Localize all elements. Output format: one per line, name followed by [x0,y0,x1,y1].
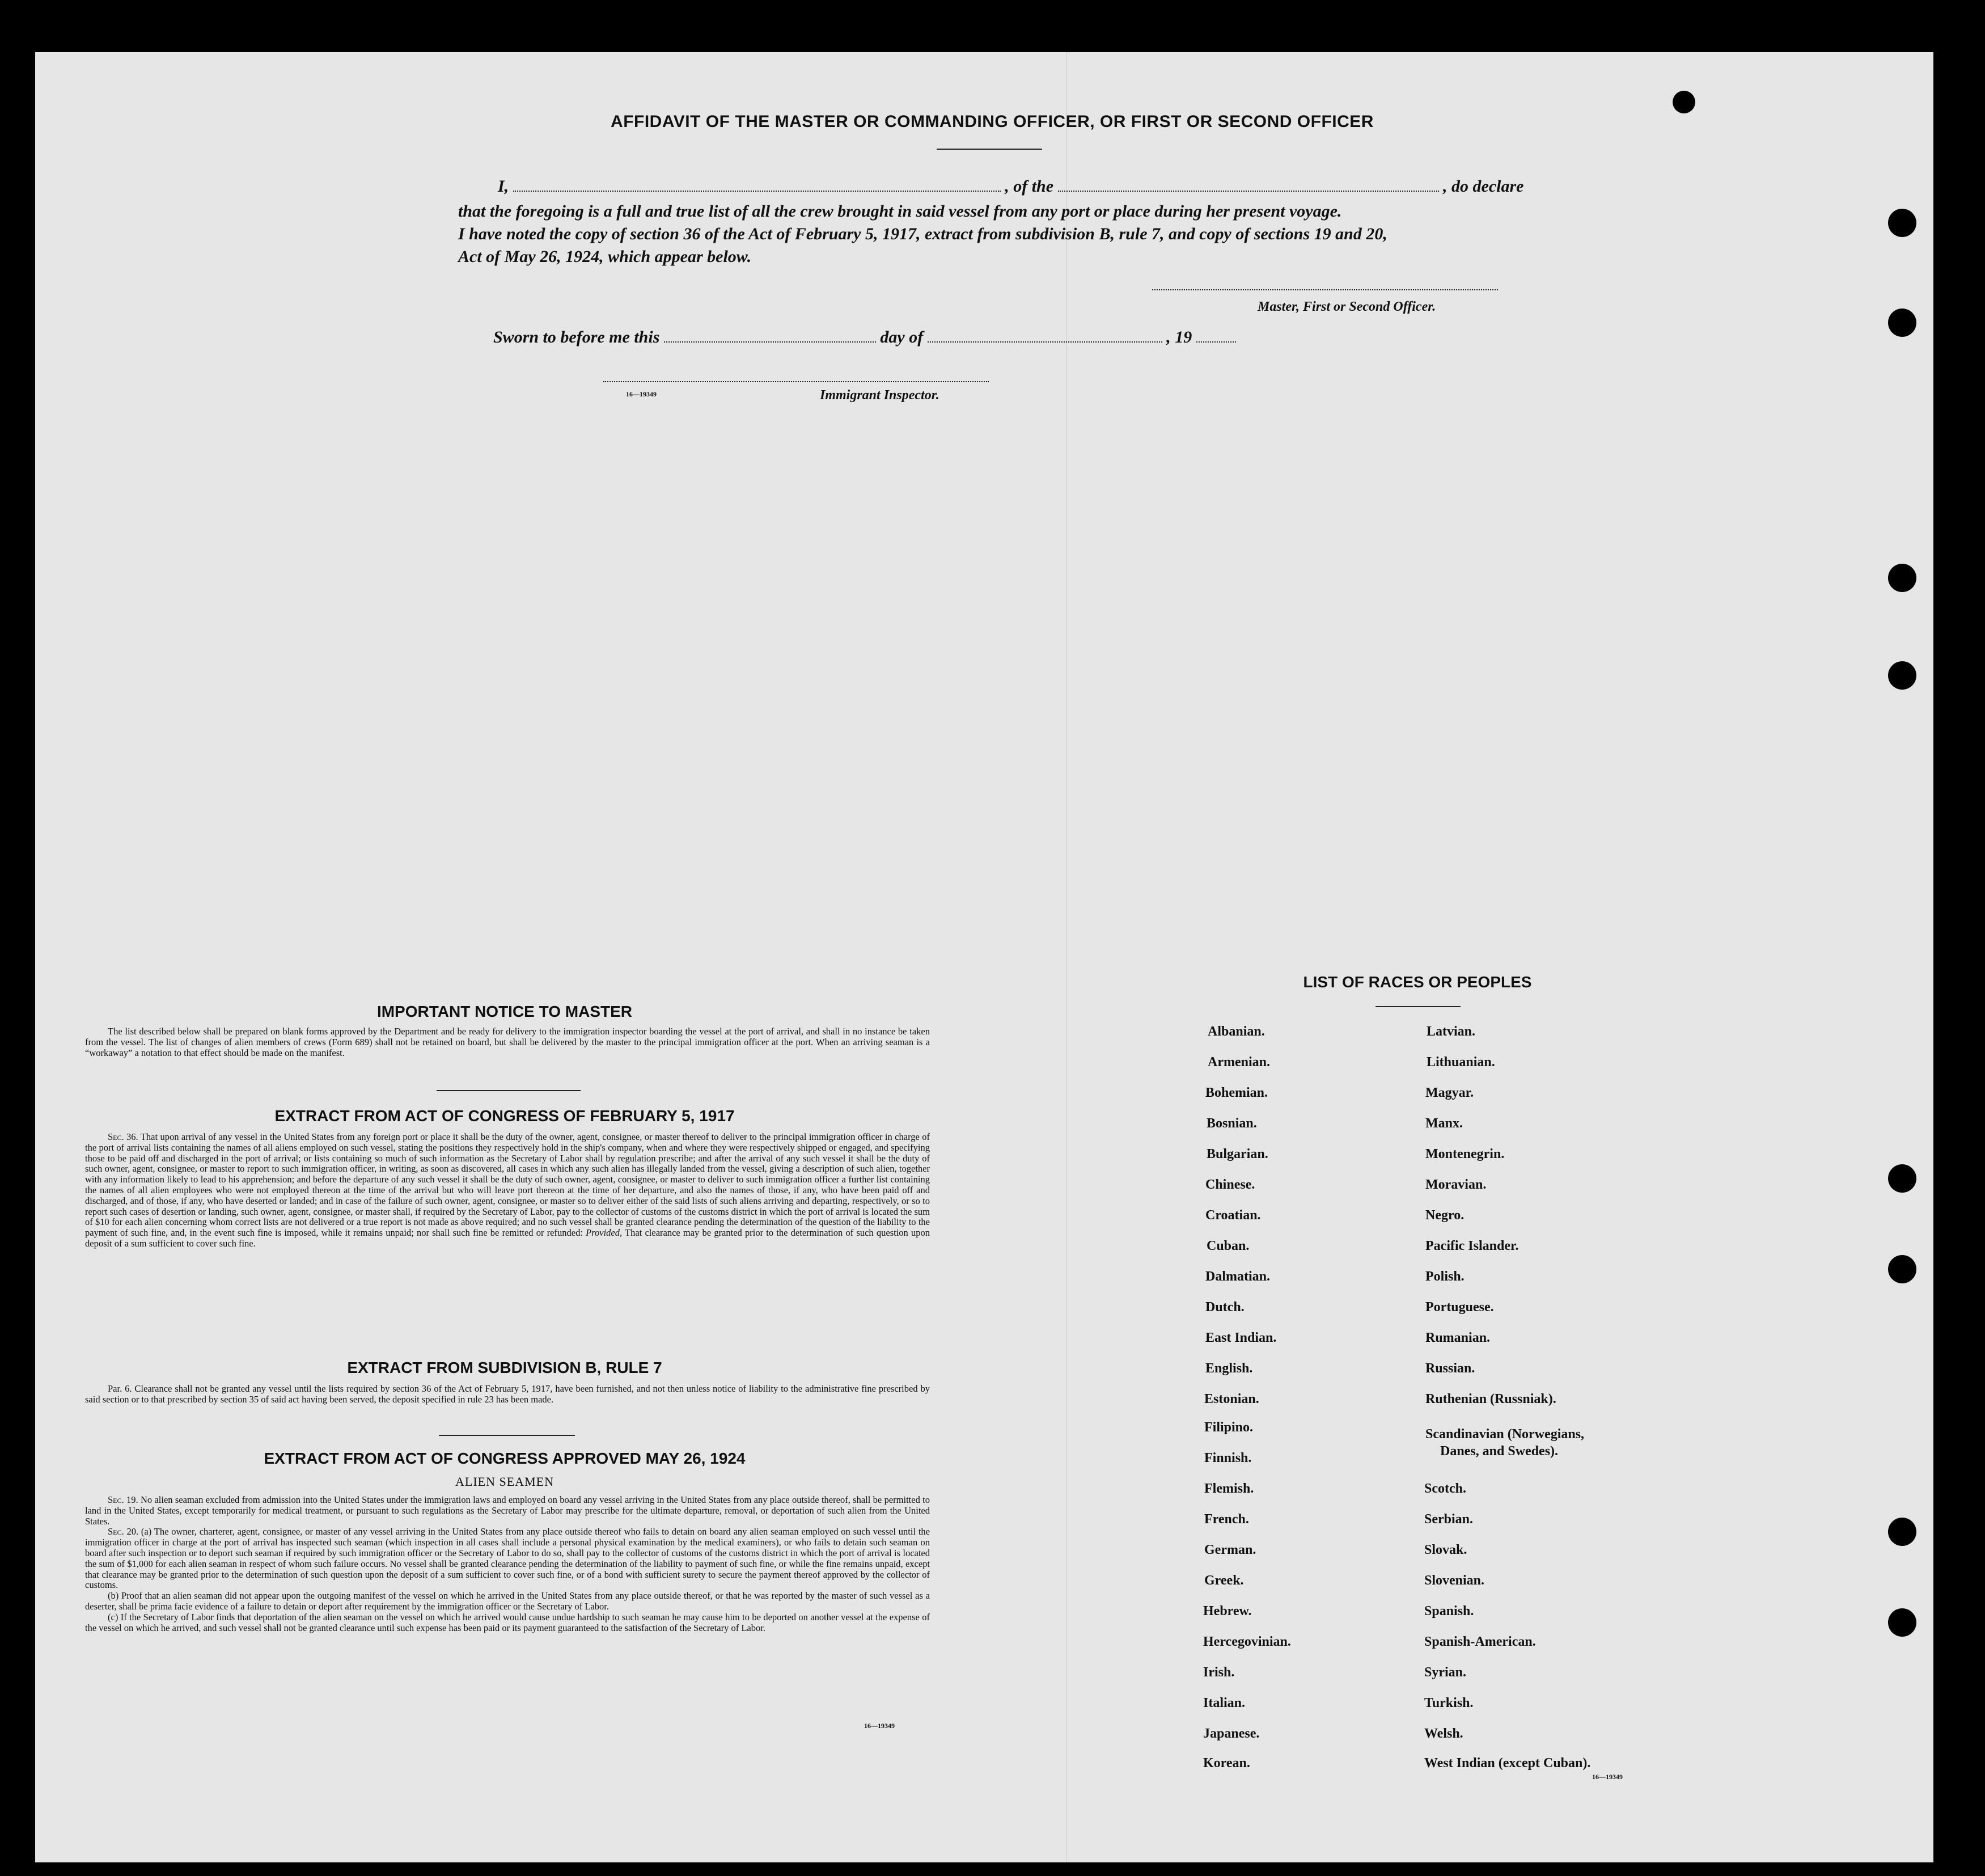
punch-hole [1888,661,1916,690]
race-right-item: Syrian. [1424,1665,1467,1680]
race-right-item: Montenegrin. [1425,1147,1505,1161]
sec20c-body: (c) If the Secretary of Labor finds that deportation of the alien seaman on the vessel on which he arrived would cause undue hardship to such seaman he may cause him to be deported on another vessel at the expense of the vessel on which he arrived, and such vessel shall not be granted clearance until such expense has been paid or its payment guaranteed to the satisfaction of the Secretary of Labor. [85,1611,930,1633]
race-right-item: Welsh. [1424,1726,1463,1741]
race-right-item: Polish. [1425,1269,1465,1284]
race-left-item: Italian. [1203,1696,1246,1710]
punch-hole [1888,1608,1916,1637]
race-left-item: East Indian. [1205,1330,1277,1345]
race-right-item: Spanish. [1424,1604,1474,1619]
punch-hole [1888,1164,1916,1193]
rule7-paragraph: Par. 6. Clearance shall not be granted any vessel until the lists required by section 36 of the Act of February 5, 1917, have been furnished, and not then unless notice of liability to the administrative fine prescribed by said section or to that prescribed by section 35 of said act having been served, the deposit specified in rule 23 has been made. [85,1383,930,1405]
race-right-item: Danes, and Swedes). [1440,1444,1559,1459]
race-left-item: Bulgarian. [1207,1147,1268,1161]
race-left-item: Bosnian. [1207,1116,1257,1131]
race-left-item: French. [1204,1512,1249,1527]
name-blank[interactable] [513,191,1001,192]
page-fold [1066,52,1067,1862]
race-left-item: Greek. [1204,1573,1244,1588]
race-left-item: Armenian. [1208,1055,1270,1070]
race-left-item: Albanian. [1208,1024,1265,1039]
rule7-title: EXTRACT FROM SUBDIVISION B, RULE 7 [347,1359,662,1376]
race-right-item: Pacific Islander. [1425,1239,1519,1253]
notice-form-number: 16—19349 [864,1722,895,1730]
race-left-item: Croatian. [1205,1208,1261,1223]
affidavit-line-3: I have noted the copy of section 36 of the Act of February 5, 1917, extract from subdivision B, rule 7, and copy of sections 19 and 20, [458,225,1387,243]
act1917-text [85,1132,930,1249]
affidavit-line-4: Act of May 26, 1924, which appear below. [458,247,752,266]
race-left-item: Cuban. [1207,1239,1250,1253]
races-title-rule [1375,1006,1461,1007]
race-right-item: Ruthenian (Russniak). [1425,1392,1556,1406]
punch-hole [1888,564,1916,592]
act1917-body-end: That clearance may be granted prior to the determination of such question upon deposit of a sum sufficient to cover such fine. [85,1227,930,1249]
race-right-item: Negro. [1425,1208,1465,1223]
affidavit-title: AFFIDAVIT OF THE MASTER OR COMMANDING OFFICER, OR FIRST OR SECOND OFFICER [611,112,1374,131]
race-right-item: Scandinavian (Norwegians, [1425,1427,1585,1442]
affidavit-form-number: 16—19349 [626,390,657,398]
race-left-item: Dalmatian. [1205,1269,1270,1284]
punch-hole [1888,309,1916,337]
race-right-item: Rumanian. [1425,1330,1491,1345]
race-left-item: Dutch. [1205,1300,1245,1315]
rule7-divider [439,1435,575,1436]
race-right-item: Magyar. [1425,1085,1474,1100]
punch-hole [1888,209,1916,237]
notice-text [85,1026,930,1058]
race-right-item: Portuguese. [1425,1300,1494,1315]
act1917-provided: Provided, [586,1227,623,1239]
punch-hole [1888,1255,1916,1283]
race-left-item: Filipino. [1204,1420,1254,1435]
act1924-title: EXTRACT FROM ACT OF CONGRESS APPROVED MAY 26, 1924 [264,1450,746,1467]
race-right-item: Latvian. [1427,1024,1476,1039]
notice-divider [437,1090,581,1091]
affidavit-i: I, [498,177,509,196]
race-left-item: Korean. [1203,1756,1250,1771]
notice-title: IMPORTANT NOTICE TO MASTER [376,1003,633,1020]
act1924-subtitle: ALIEN SEAMEN [455,1474,554,1489]
race-left-item: Irish. [1203,1665,1235,1680]
act1917-sec-label: Sec. 36. [108,1131,138,1142]
race-right-item: Slovak. [1424,1543,1467,1557]
race-left-item: English. [1205,1361,1253,1376]
affidavit-do-declare: , do declare [1443,177,1524,196]
master-signature-blank[interactable] [1152,289,1498,290]
affidavit-title-rule [937,149,1042,150]
race-left-item: Bohemian. [1205,1085,1268,1100]
sec20b-body: (b) Proof that an alien seaman did not appear upon the outgoing manifest of the vessel on which he arrived in the United States from any place outside thereof, or that he was reported by the master of such vessel as a deserter, shall be prima facie evidence of a failure to detain or deport after requirement by the immigration officer or the Secretary of Labor. [85,1590,930,1612]
race-left-item: Hebrew. [1203,1604,1252,1619]
race-left-item: Hercegovinian. [1203,1634,1291,1649]
race-left-item: Chinese. [1205,1177,1255,1192]
sworn-text: Sworn to before me this [493,328,660,347]
act1917-title: EXTRACT FROM ACT OF CONGRESS OF FEBRUARY 5, 1917 [274,1107,735,1125]
race-left-item: Estonian. [1204,1392,1259,1406]
year-prefix: , 19 [1166,328,1192,347]
act1924-text [85,1495,930,1633]
race-left-item: German. [1204,1543,1256,1557]
race-left-item: Finnish. [1204,1451,1252,1465]
punch-hole [1673,91,1695,113]
master-signature-caption: Master, First or Second Officer. [1258,299,1436,314]
race-right-item: Turkish. [1424,1696,1474,1710]
race-right-item: West Indian (except Cuban). [1424,1756,1591,1771]
sworn-year-blank[interactable] [1196,341,1236,343]
vessel-blank[interactable] [1058,191,1439,192]
race-right-item: Slovenian. [1424,1573,1485,1588]
races-title: LIST OF RACES OR PEOPLES [1303,973,1532,991]
race-right-item: Scotch. [1424,1481,1466,1496]
race-right-item: Serbian. [1424,1512,1474,1527]
race-right-item: Spanish-American. [1424,1634,1536,1649]
race-left-item: Japanese. [1203,1726,1260,1741]
day-of-text: day of [880,328,924,347]
affidavit-of-the: , of the [1005,177,1054,196]
sec19-label: Sec. 19. [108,1494,138,1505]
race-right-item: Russian. [1425,1361,1475,1376]
race-left-item: Flemish. [1204,1481,1254,1496]
race-right-item: Moravian. [1425,1177,1487,1192]
affidavit-declaration-line [458,177,1524,196]
races-form-number: 16—19349 [1592,1773,1623,1781]
sec20-label: Sec. 20. [108,1526,139,1537]
sworn-day-blank[interactable] [664,341,876,343]
race-right-item: Lithuanian. [1427,1055,1495,1070]
notice-paragraph: The list described below shall be prepared on blank forms approved by the Department and be ready for delivery to the immigration inspector boarding the vessel at the port of arrival, and shall in no instance be taken from the vessel. The list of changes of alien members of crews (Form 689) shall not be retained on board, but shall be delivered by the master to the principal immigration officer at the port. When an arriving seaman is a “workaway” a notation to that effect should be made on the manifest. [85,1026,930,1058]
act1917-body: That upon arrival of any vessel in the United States from any foreign port or place it shall be the duty of the owner, agent, consignee, or master thereof to deliver to the principal immigration officer in charge of the port of arrival lists containing the names of all aliens employed on such vessel, stating the positions they respectively hold in the ship's company, when and where they were respectively shipped or engaged, and specifying those to be paid off and discharged in the port of arrival; or lists containing so much of such information as the Secretary of Labor shall by regulation prescribe; and after the arrival of any such vessel it shall be the duty of such owner, agent, consignee, or master to report to such immigration officer, in writing, as soon as discovered, all cases in which any such alien has illegally landed from the vessel, giving a description of such alien, together with any information likely to lead to his apprehension; and before the departure of any such vessel it shall be the duty of such owner, agent, consignee, or master to deliver to such immigration officer a further list containing the names of all alien employees who were not employed thereon at the time of the arrival but who will leave port thereon at the time of her departure, and also the names of those, if any, who have been paid off and discharged, and of those, if any, who have deserted or landed; and in case of the failure of such owner, agent, consignee, or master so to deliver either of the said lists of such aliens arriving and departing, respectively, or so to report such cases of desertion or landing, such owner, agent, consignee, or master shall, if required by the Secretary of Labor, pay to the collector of customs of the customs district in which the port of arrival is located the sum of $10 for each alien concerning whom correct lists are not delivered or a true report is not made as above required; and no such vessel shall be granted clearance pending the determination of the question of the liability to the payment of such fine, and, in the event such fine is imposed, while it remains unpaid; nor shall such fine be remitted or refunded: [85,1131,930,1239]
inspector-signature-blank[interactable] [603,381,989,382]
sworn-line [493,328,1287,347]
rule7-text [85,1384,930,1405]
punch-hole [1888,1518,1916,1546]
affidavit-line-2: that the foregoing is a full and true list of all the crew brought in said vessel from any port or place during her present voyage. [458,202,1342,221]
race-right-item: Manx. [1425,1116,1463,1131]
inspector-signature-caption: Immigrant Inspector. [820,388,939,403]
sec20a-body: (a) The owner, charterer, agent, consignee, or master of any vessel arriving in the United States from any place outside thereof who fails to detain on board any alien seaman employed on such vessel until the immigration officer in charge at the port of arrival has inspected such seaman (which inspection in all cases shall include a personal physical examination by the medical examiners), or who fails to detain such seaman on board after such inspection or to deport such seaman if required by such immigration officer or the Secretary of Labor to do so, shall pay to the collector of customs of the customs district in which the port of arrival is located the sum of $1,000 for each alien seaman in respect of whom such failure occurs. No vessel shall be granted clearance pending the determination of the liability to payment of such fine, or while the fine remains unpaid, except that clearance may be granted prior to the determination of such question upon the deposit of a sum sufficient to cover such fine, or of a bond with sufficient surety to secure the payment thereof approved by the collector of customs. [85,1526,930,1591]
sec19-body: No alien seaman excluded from admission into the United States under the immigration laws and employed on board any vessel arriving in the United States from any place outside thereof, shall be permitted to land in the United States, except temporarily for medical treatment, or pursuant to such regulations as the Secretary of Labor may prescribe for the ultimate departure, removal, or deportation of such alien from the United States. [85,1494,930,1527]
sworn-month-blank[interactable] [928,341,1162,343]
